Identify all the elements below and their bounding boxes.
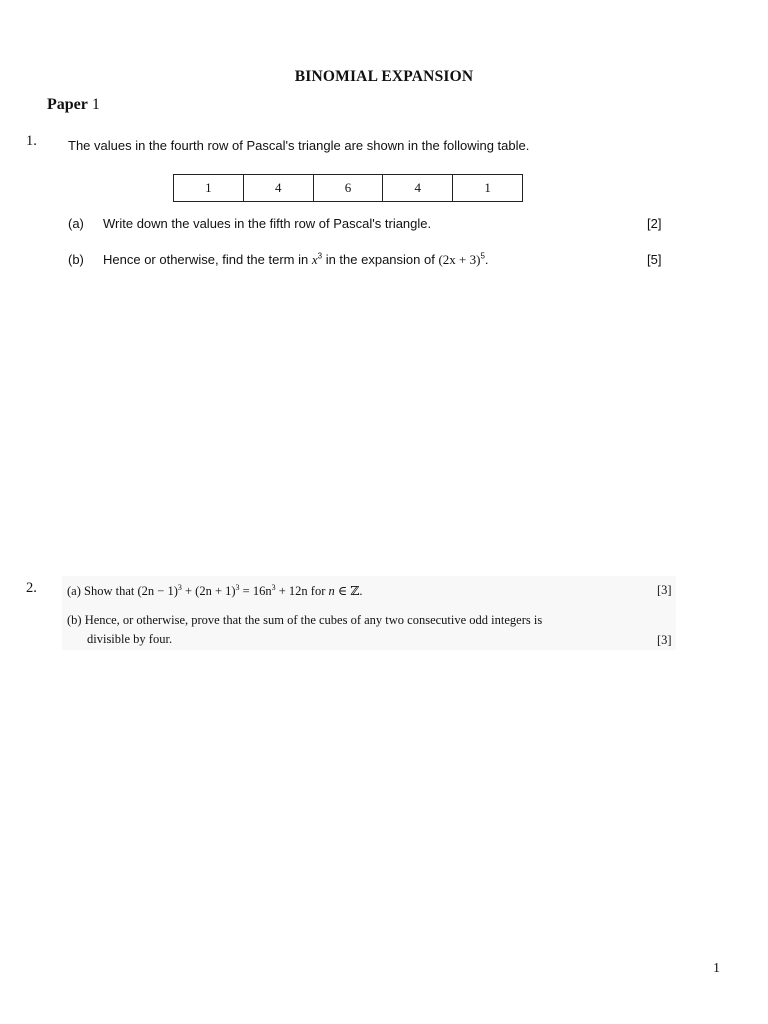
expression-1: (2n − 1) <box>137 584 178 598</box>
term-variable: x <box>311 252 318 267</box>
question-2a-text-before: (a) Show that <box>67 584 135 598</box>
paper-number: 1 <box>91 96 100 113</box>
pascal-row-table <box>173 174 523 202</box>
table-cell: 1 <box>174 175 244 202</box>
paper-label: Paper <box>47 96 88 113</box>
document-title: BINOMIAL EXPANSION <box>294 68 474 85</box>
question-1b-label: (b) <box>68 252 84 267</box>
question-2-number: 2. <box>26 580 37 596</box>
table-cell: 1 <box>453 175 523 202</box>
exponent-2: 3 <box>235 582 240 592</box>
question-2a-marks: [3] <box>657 583 672 597</box>
remaining-term: + 12n <box>275 584 308 598</box>
exponent-1: 3 <box>177 582 182 592</box>
question-2b-text-line-1: (b) Hence, or otherwise, prove that the sum of the cubes of any two consecutive odd integers is <box>67 613 543 627</box>
question-1a-text: Write down the values in the fifth row of Pascal's triangle. <box>103 216 432 231</box>
equals-term: = 16n <box>239 584 272 598</box>
table-cell: 4 <box>383 175 453 202</box>
question-1b-text-middle: in the expansion of <box>325 252 435 267</box>
paper-heading <box>47 96 100 114</box>
table-cell: 4 <box>243 175 313 202</box>
table-row <box>174 175 523 202</box>
page-number: 1 <box>713 961 720 976</box>
table-cell: 6 <box>313 175 383 202</box>
question-1b-text <box>103 252 489 268</box>
question-1b-marks: [5] <box>647 252 662 267</box>
exponent-3: 3 <box>271 582 276 592</box>
question-1b-text-before: Hence or otherwise, find the term in <box>103 252 309 267</box>
plus-sign: + <box>181 584 196 598</box>
set-variable: n <box>328 584 335 598</box>
for-word: for <box>307 584 329 598</box>
question-1-intro: The values in the fourth row of Pascal's triangle are shown in the following table. <box>68 138 530 153</box>
question-1-number: 1. <box>26 133 37 149</box>
binomial-expression: (2x + 3) <box>438 252 481 267</box>
integer-set: ∈ ℤ. <box>334 584 363 598</box>
question-1a-marks: [2] <box>647 216 662 231</box>
question-2b-text-line-2: divisible by four. <box>87 632 173 646</box>
question-2a-text <box>67 583 363 599</box>
question-1b-text-end: . <box>484 252 489 267</box>
question-1a-label: (a) <box>68 216 84 231</box>
term-exponent: 3 <box>317 251 323 261</box>
binomial-exponent: 5 <box>480 251 485 261</box>
expression-2: (2n + 1) <box>195 584 236 598</box>
question-2b-marks: [3] <box>657 633 672 647</box>
